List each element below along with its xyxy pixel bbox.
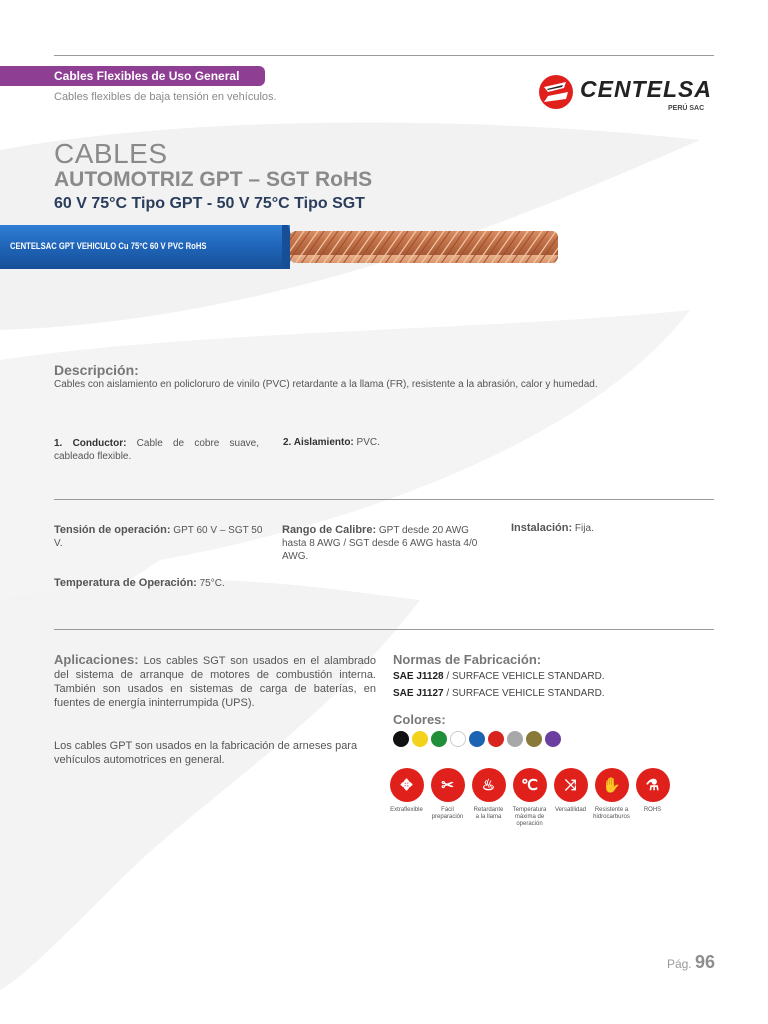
color-swatch — [488, 731, 504, 747]
page-prefix: Pág. — [666, 957, 692, 971]
color-swatch — [431, 731, 447, 747]
flame-retardant-icon: ♨ — [472, 768, 506, 802]
part-conductor-text: Cable de cobre suave, cableado flexible. — [54, 438, 260, 462]
color-swatch — [507, 731, 523, 747]
feature-icons — [388, 768, 671, 828]
feature-label: Fácil preparación — [431, 807, 464, 820]
spec-range-value: GPT desde 20 AWG hasta 8 AWG / SGT desde 6 AWG hasta 4/0 AWG. — [282, 525, 478, 562]
spec-install-label: Instalación: — [511, 522, 573, 534]
part-insulation-text: PVC. — [353, 437, 380, 448]
norm-item — [393, 671, 605, 682]
norms-title: Normas de Fabricación: — [393, 652, 542, 667]
spec-voltage-value: GPT 60 V – SGT 50 V. — [54, 525, 263, 549]
applications-text: Los cables SGT son usados en el alambrado del sistema de arranque de motores de combustión interna. También son usados en sistemas de carga de baterías, en fuentes de energía ininterrumpida (UPS). — [54, 655, 376, 709]
page-number — [667, 952, 715, 973]
page-number-value: 96 — [694, 952, 715, 972]
max-temp-icon: ℃ — [513, 768, 547, 802]
spec-voltage — [54, 524, 264, 550]
spec-temperature — [54, 577, 354, 590]
logo-subtext: PERÚ SAC — [668, 105, 705, 112]
cable-image — [0, 221, 560, 273]
top-divider — [54, 55, 714, 56]
color-swatch — [526, 731, 542, 747]
color-swatch — [545, 731, 561, 747]
colors-title: Colores: — [393, 712, 446, 727]
extraflexible-icon: ✥ — [390, 768, 424, 802]
color-swatch — [412, 731, 428, 747]
feature-label: Resistente a hidrocarburos — [593, 807, 630, 820]
part-conductor-label: Conductor: — [72, 438, 127, 449]
product-title-line2: AUTOMOTRIZ GPT – SGT RoHS — [54, 168, 373, 191]
hydrocarbon-resistant-icon: ✋ — [595, 768, 629, 802]
feature-label: Extraflexible — [390, 807, 423, 813]
feature-item — [429, 768, 466, 828]
cable-print-text: CENTELSAC GPT VEHICULO Cu 75°C 60 V PVC RoHS — [10, 241, 207, 251]
spec-voltage-label: Tensión de operación: — [54, 524, 171, 536]
centelsa-logo — [536, 70, 716, 116]
feature-item — [470, 768, 507, 828]
versatility-icon: ⤨ — [554, 768, 588, 802]
color-swatch — [393, 731, 409, 747]
section-divider — [54, 499, 714, 500]
norm-text: / SURFACE VEHICLE STANDARD. — [443, 688, 605, 699]
norm-code: SAE J1128 — [393, 671, 444, 682]
feature-label: Versatilidad — [554, 807, 587, 813]
spec-range-label: Rango de Calibre: — [282, 524, 377, 536]
spec-temp-value: 75°C. — [196, 578, 225, 589]
feature-label: ROHS — [643, 807, 662, 813]
rohs-icon: ⚗ — [636, 768, 670, 802]
applications-paragraph — [54, 653, 376, 710]
spec-temp-label: Temperatura de Operación: — [54, 577, 197, 589]
applications-paragraph-2: Los cables GPT son usados en la fabricación de arneses para vehículos automotrices en general. — [54, 740, 358, 766]
description-text: Cables con aislamiento en policloruro de vinilo (PVC) retardante a la llama (FR), resistente a la abrasión, calor y humedad. — [54, 379, 598, 390]
norm-item — [393, 688, 605, 699]
part-insulation-label: 2. Aislamiento: — [283, 437, 354, 448]
product-title-line1: CABLES — [54, 138, 168, 169]
applications-label: Aplicaciones: — [54, 652, 139, 667]
spec-installation — [511, 522, 711, 535]
category-tab: Cables Flexibles de Uso General — [0, 66, 265, 86]
norm-text: / SURFACE VEHICLE STANDARD. — [443, 671, 605, 682]
product-title-line3: 60 V 75°C Tipo GPT - 50 V 75°C Tipo SGT — [54, 195, 365, 212]
color-swatches — [393, 731, 561, 747]
feature-label: Temperatura máxima de operación — [512, 807, 547, 827]
part-insulation — [283, 437, 380, 448]
category-subtitle: Cables flexibles de baja tensión en vehículos. — [54, 91, 277, 103]
feature-label: Retardante a la llama — [473, 807, 504, 820]
norm-code: SAE J1127 — [393, 688, 444, 699]
description-title: Descripción: — [54, 362, 139, 378]
spec-install-value: Fija. — [572, 523, 594, 534]
easy-prep-icon: ✂ — [431, 768, 465, 802]
part-conductor-num: 1. — [54, 438, 63, 449]
feature-item — [634, 768, 671, 828]
part-conductor — [54, 437, 259, 463]
logo-wordmark: CENTELSA — [580, 76, 712, 102]
feature-item — [593, 768, 630, 828]
centelsa-logo-icon — [536, 72, 576, 112]
feature-item — [388, 768, 425, 828]
feature-item — [511, 768, 548, 828]
feature-item — [552, 768, 589, 828]
color-swatch — [450, 731, 466, 747]
spec-gauge-range — [282, 524, 492, 563]
color-swatch — [469, 731, 485, 747]
section-divider — [54, 629, 714, 630]
